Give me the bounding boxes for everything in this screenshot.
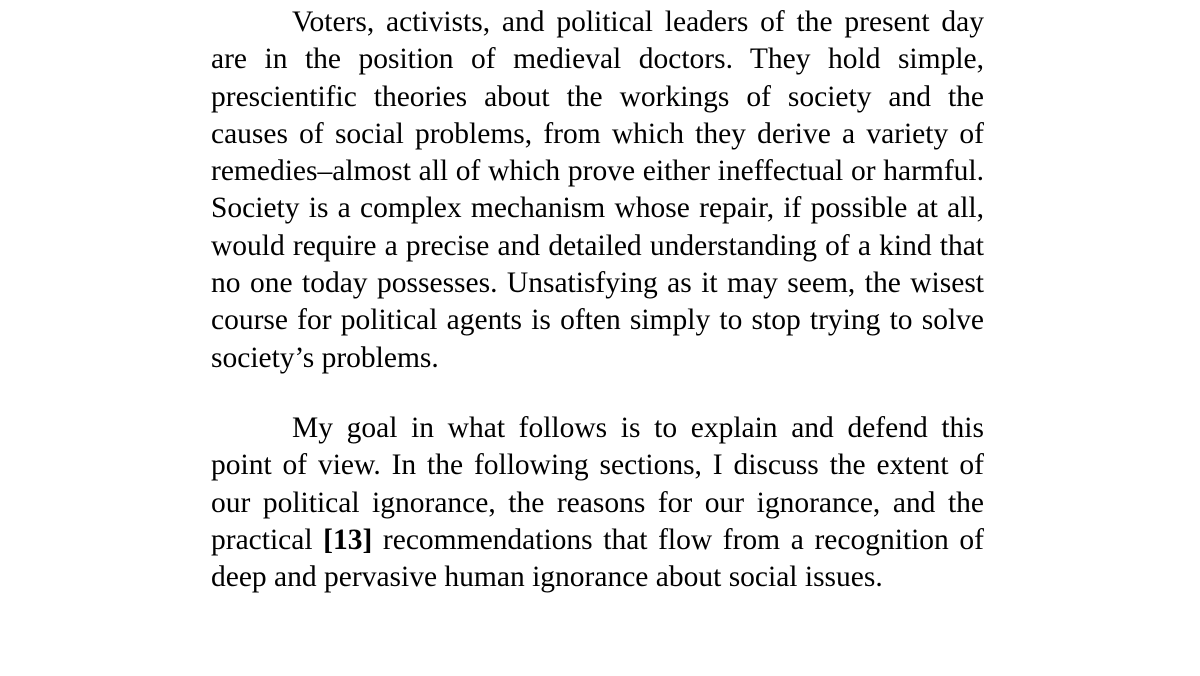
paragraph-2 (211, 410, 984, 596)
page-number-marker: [13] (323, 523, 373, 556)
paragraph-1 (211, 4, 984, 377)
paragraph-2-text-after: recommendations that flow from a recognition of deep and pervasive human ignorance about social issues. (211, 523, 984, 594)
document-page (211, 4, 984, 596)
paragraph-2-text-before: My goal in what follows is to explain and defend this point of view. In the following sections, I discuss the extent of our political ignorance, the reasons for our ignorance, and the practical (211, 411, 984, 556)
paragraph-1-text: Voters, activists, and political leaders of the present day are in the position of medieval doctors. They hold simple, prescientific theories about the workings of society and the causes of social problems, from which they derive a variety of remedies–almost all of which prove either ineffectual or harmful. Society is a complex mechanism whose repair, if possible at all, would require a precise and detailed understanding of a kind that no one today possesses. Unsatisfying as it may seem, the wisest course for political agents is often simply to stop trying to solve society’s problems. (211, 6, 984, 374)
